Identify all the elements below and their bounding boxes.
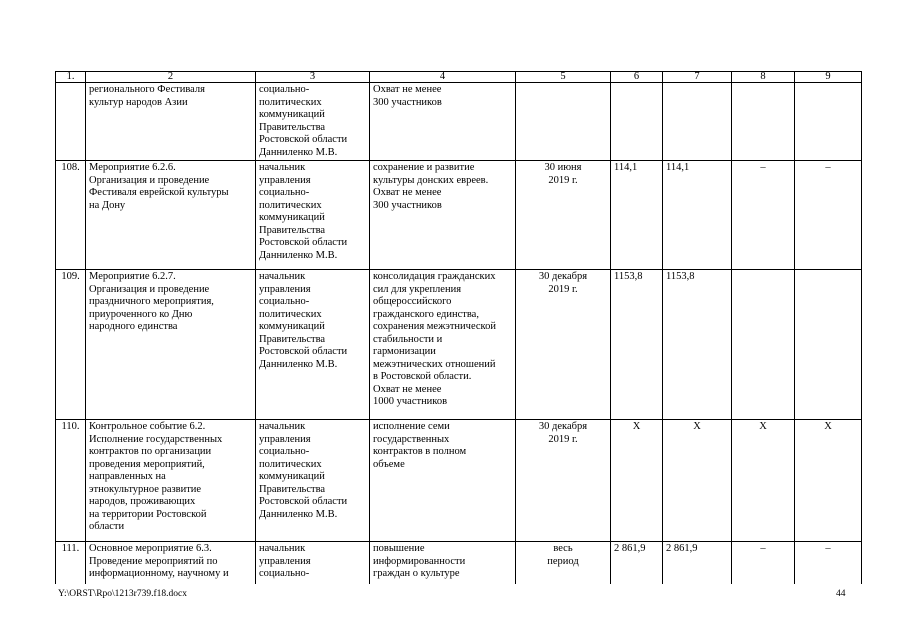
row-number: 108. bbox=[56, 161, 86, 270]
deadline bbox=[516, 83, 611, 161]
event-name: регионального Фестиваля культур народов Азии bbox=[86, 83, 256, 161]
deadline: 30 декабря 2019 г. bbox=[516, 270, 611, 420]
value-col-6 bbox=[611, 83, 663, 161]
executor: начальник управления социально- политических коммуникаций Правительства Ростовской области Данниленко М.В. bbox=[256, 161, 370, 270]
value-col-9: – bbox=[795, 542, 862, 584]
expected-result: исполнение семи государственных контрактов в полном объеме bbox=[370, 420, 516, 542]
value-col-8: Х bbox=[732, 420, 795, 542]
value-col-8: – bbox=[732, 161, 795, 270]
expected-result: консолидация гражданских сил для укрепления общероссийского гражданского единства, сохранения межэтнической стабильности и гармонизации межэтнических отношений в Ростовской области. Охват не менее 1000 участников bbox=[370, 270, 516, 420]
row-number: 110. bbox=[56, 420, 86, 542]
deadline: 30 июня 2019 г. bbox=[516, 161, 611, 270]
expected-result: Охват не менее 300 участников bbox=[370, 83, 516, 161]
executor: начальник управления социально- bbox=[256, 542, 370, 584]
event-name: Мероприятие 6.2.6. Организация и проведение Фестиваля еврейской культуры на Дону bbox=[86, 161, 256, 270]
event-name: Контрольное событие 6.2. Исполнение государственных контрактов по организации проведения мероприятий, направленных на этнокультурное развитие народов, проживающих на территории Ростовской области bbox=[86, 420, 256, 542]
executor: начальник управления социально- политических коммуникаций Правительства Ростовской области Данниленко М.В. bbox=[256, 270, 370, 420]
table-row bbox=[56, 83, 862, 161]
table-row bbox=[56, 420, 862, 542]
header-cell-3: 3 bbox=[256, 72, 370, 83]
header-cell-7: 7 bbox=[663, 72, 732, 83]
table-header-row bbox=[56, 72, 862, 83]
header-cell-1: 1. bbox=[56, 72, 86, 83]
event-name: Мероприятие 6.2.7. Организация и проведение праздничного мероприятия, приуроченного ко Дню народного единства bbox=[86, 270, 256, 420]
value-col-8 bbox=[732, 270, 795, 420]
row-number: 111. bbox=[56, 542, 86, 584]
value-col-7: Х bbox=[663, 420, 732, 542]
value-col-7: 1153,8 bbox=[663, 270, 732, 420]
value-col-9 bbox=[795, 270, 862, 420]
row-number bbox=[56, 83, 86, 161]
table-row bbox=[56, 161, 862, 270]
header-cell-6: 6 bbox=[611, 72, 663, 83]
value-col-9: Х bbox=[795, 420, 862, 542]
value-col-6: Х bbox=[611, 420, 663, 542]
expected-result: сохранение и развитие культуры донских евреев. Охват не менее 300 участников bbox=[370, 161, 516, 270]
event-name: Основное мероприятие 6.3. Проведение мероприятий по информационному, научному и bbox=[86, 542, 256, 584]
table-row bbox=[56, 270, 862, 420]
program-table bbox=[55, 71, 862, 584]
header-cell-8: 8 bbox=[732, 72, 795, 83]
expected-result: повышение информированности граждан о культуре bbox=[370, 542, 516, 584]
value-col-7 bbox=[663, 83, 732, 161]
header-cell-2: 2 bbox=[86, 72, 256, 83]
value-col-7: 2 861,9 bbox=[663, 542, 732, 584]
page-number: 44 bbox=[836, 589, 846, 599]
value-col-8 bbox=[732, 83, 795, 161]
executor: социально- политических коммуникаций Правительства Ростовской области Данниленко М.В. bbox=[256, 83, 370, 161]
value-col-9 bbox=[795, 83, 862, 161]
deadline: 30 декабря 2019 г. bbox=[516, 420, 611, 542]
footer-file-path: Y:\ORST\Rpo\1213r739.f18.docx bbox=[58, 589, 187, 599]
header-cell-9: 9 bbox=[795, 72, 862, 83]
value-col-6: 1153,8 bbox=[611, 270, 663, 420]
value-col-8: – bbox=[732, 542, 795, 584]
executor: начальник управления социально- политических коммуникаций Правительства Ростовской области Данниленко М.В. bbox=[256, 420, 370, 542]
value-col-7: 114,1 bbox=[663, 161, 732, 270]
value-col-9: – bbox=[795, 161, 862, 270]
table-row bbox=[56, 542, 862, 584]
value-col-6: 114,1 bbox=[611, 161, 663, 270]
value-col-6: 2 861,9 bbox=[611, 542, 663, 584]
header-cell-5: 5 bbox=[516, 72, 611, 83]
header-cell-4: 4 bbox=[370, 72, 516, 83]
deadline: весь период bbox=[516, 542, 611, 584]
row-number: 109. bbox=[56, 270, 86, 420]
